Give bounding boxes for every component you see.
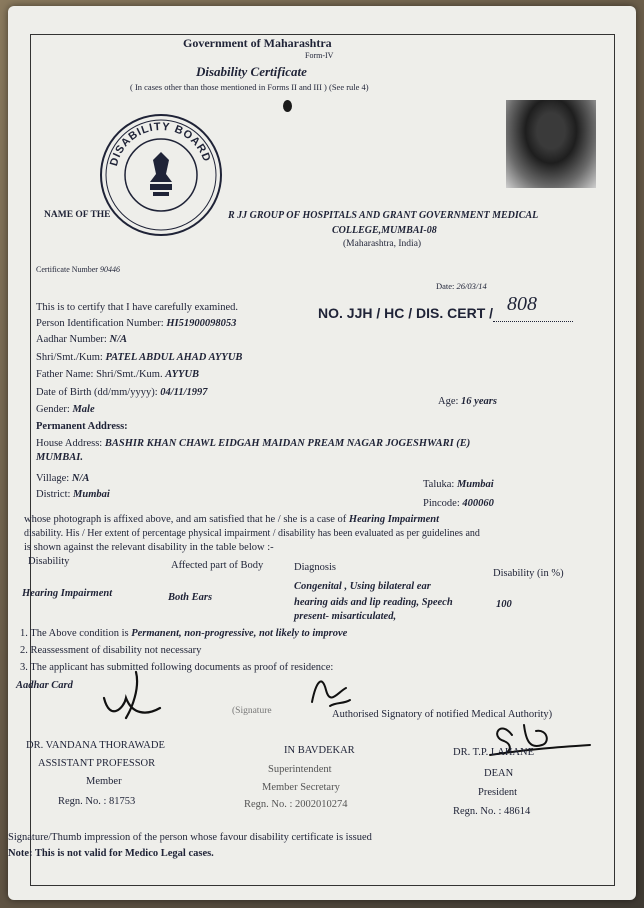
member2-name: IN BAVDEKAR: [284, 745, 355, 756]
secretary-signature: [300, 662, 360, 712]
house-address: House Address: BASHIR KHAN CHAWL EIDGAH MAIDAN PREAM NAGAR JOGESHWARI (E): [36, 438, 471, 449]
certificate-date: Date: 26/03/14: [436, 281, 487, 291]
pincode: Pincode: 400060: [423, 498, 494, 509]
table-cell-diagnosis-1: Congenital , Using bilateral ear: [294, 581, 431, 592]
gender: Gender: Male: [36, 404, 95, 415]
aadhar-number: Aadhar Number: N/A: [36, 334, 127, 345]
table-header-percent: Disability (in %): [493, 568, 564, 579]
institution-state: (Maharashtra, India): [343, 239, 422, 249]
father-name: Father Name: Shri/Smt./Kum. AYYUB: [36, 369, 200, 380]
member2-regn: Regn. No. : 2002010274: [244, 799, 348, 810]
table-header-affected-part: Affected part of Body: [171, 560, 264, 571]
note-2: 2. Reassessment of disability not necessary: [20, 645, 202, 656]
taluka: Taluka: Mumbai: [423, 479, 494, 490]
person-id: Person Identification Number: HI51900098053: [36, 318, 237, 329]
note-3-document: Aadhar Card: [16, 680, 73, 691]
note-3: 3. The applicant has submitted following documents as proof of residence:: [20, 662, 334, 673]
age: Age: 16 years: [438, 396, 497, 407]
village: Village: N/A: [36, 473, 90, 484]
table-cell-diagnosis-3: present- misarticulated,: [294, 611, 397, 622]
member3-position: President: [478, 787, 518, 798]
signatory-label-prefix: (Signature: [232, 706, 272, 716]
page-subtitle: ( In cases other than those mentioned in Forms II and III ) (See rule 4): [130, 82, 369, 92]
body-line-2: disability. His / Her extent of percentage physical impairment / disability has been evaluated as per guidelines and: [24, 528, 480, 539]
table-cell-part: Both Ears: [168, 592, 213, 603]
permanent-address-label: Permanent Address:: [36, 421, 128, 432]
member1-name: DR. VANDANA THORAWADE: [26, 740, 165, 751]
signatory-label: Authorised Signatory of notified Medical Authority): [332, 709, 553, 720]
member3-regn: Regn. No. : 48614: [453, 806, 531, 817]
member3-name: DR. T.P. LAHANE: [453, 747, 534, 758]
member1-role: ASSISTANT PROFESSOR: [38, 758, 156, 769]
page-title: Disability Certificate: [196, 64, 307, 79]
member2-position: Member Secretary: [262, 782, 340, 793]
certificate-number: Certificate Number 90446: [36, 265, 120, 274]
person-name: Shri/Smt./Kum: PATEL ABDUL AHAD AYYUB: [36, 352, 243, 363]
note-1: 1. The Above condition is Permanent, non-progressive, not likely to improve: [20, 628, 348, 639]
form-number: Form-IV: [305, 51, 334, 60]
body-line-1: whose photograph is affixed above, and am satisfied that he / she is a case of Hearing Impairment: [24, 514, 440, 525]
institution-name-line2: COLLEGE,MUMBAI-08: [332, 225, 437, 236]
body-line-3: is shown against the relevant disability in the table below :-: [24, 542, 274, 553]
institution-name: R JJ GROUP OF HOSPITALS AND GRANT GOVERNMENT MEDICAL: [228, 210, 539, 221]
member-signature: [96, 668, 166, 728]
house-address-line2: MUMBAI.: [36, 452, 83, 463]
member1-position: Member: [86, 776, 122, 787]
table-cell-percent: 100: [496, 599, 512, 610]
ink-mark: [283, 100, 292, 112]
member2-role: Superintendent: [268, 764, 332, 775]
footer-signature-line: Signature/Thumb impression of the person whose favour disability certificate is issued: [8, 832, 372, 843]
table-header-disability: Disability: [28, 556, 70, 567]
date-of-birth: Date of Birth (dd/mm/yyyy): 04/11/1997: [36, 387, 208, 398]
certificate-reference: NO. JJH / HC / DIS. CERT / 808: [318, 305, 573, 322]
certify-statement: This is to certify that I have carefully examined.: [36, 302, 239, 313]
disability-board-seal: [98, 112, 224, 238]
member3-role: DEAN: [484, 768, 514, 779]
table-cell-diagnosis-2: hearing aids and lip reading, Speech: [294, 597, 453, 608]
seal-text: DISABILITY BOARD: [107, 120, 213, 168]
applicant-photo: [506, 100, 596, 188]
district: District: Mumbai: [36, 489, 110, 500]
institution-prefix: NAME OF THE: [44, 210, 111, 220]
govt-heading: Government of Maharashtra: [183, 36, 332, 50]
footer-note: Note: This is not valid for Medico Legal cases.: [8, 848, 214, 859]
member1-regn: Regn. No. : 81753: [58, 796, 136, 807]
table-cell-disability: Hearing Impairment: [22, 588, 113, 599]
table-header-diagnosis: Diagnosis: [294, 562, 336, 573]
